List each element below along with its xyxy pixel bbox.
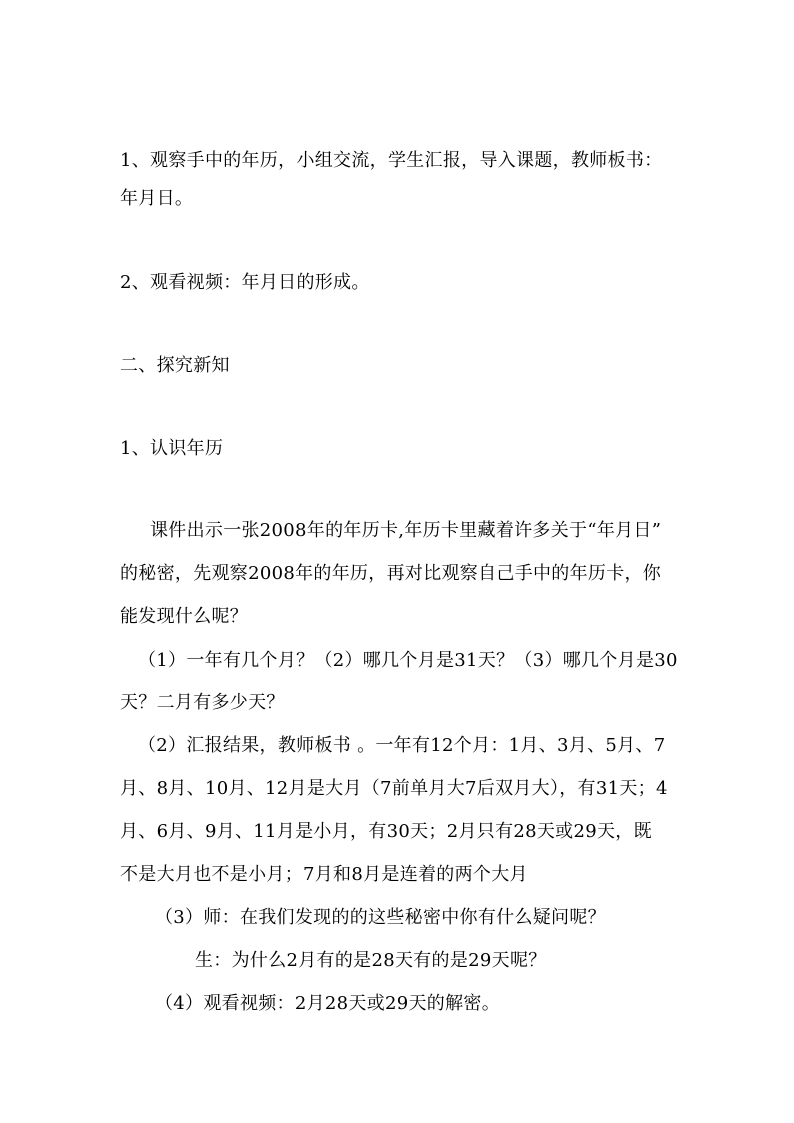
result-line: 月、6月、9月、11月是小月，有30天；2月只有28天或29天，既 [120, 821, 652, 842]
teacher-question-line: （3）师：在我们发现的的这些秘密中你有什么疑问呢？ [155, 907, 606, 928]
paragraph-line: 课件出示一张2008年的年历卡,年历卡里藏着许多关于“年月日” [150, 520, 662, 541]
paragraph-line: 的秘密，先观察2008年的年历，再对比观察自己手中的年历卡，你 [120, 563, 662, 584]
video-step-line: （4）观看视频：2月28天或29天的解密。 [155, 993, 501, 1014]
question-line: （1）一年有几个月？（2）哪几个月是31天？（3）哪几个月是30 [138, 650, 678, 671]
subsection-heading-calendar: 1、认识年历 [120, 438, 224, 459]
text-line-intro-step1-cont: 年月日。 [120, 188, 194, 209]
result-line: 不是大月也不是小月；7月和8月是连着的两个大月 [120, 864, 528, 885]
question-line: 天？二月有多少天？ [120, 692, 285, 713]
result-line: （2）汇报结果，教师板书 。一年有12个月：1月、3月、5月、7 [138, 735, 666, 756]
section-heading-explore: 二、探究新知 [120, 355, 230, 376]
text-line-intro-step1: 1、观察手中的年历，小组交流，学生汇报，导入课题，教师板书： [120, 150, 663, 171]
student-answer-line: 生：为什么2月有的是28天有的是29天呢？ [195, 950, 547, 971]
text-line-intro-step2: 2、观看视频：年月日的形成。 [120, 272, 370, 293]
paragraph-line: 能发现什么呢？ [120, 606, 249, 627]
result-line: 月、8月、10月、12月是大月（7前单月大7后双月大），有31天；4 [120, 778, 668, 799]
